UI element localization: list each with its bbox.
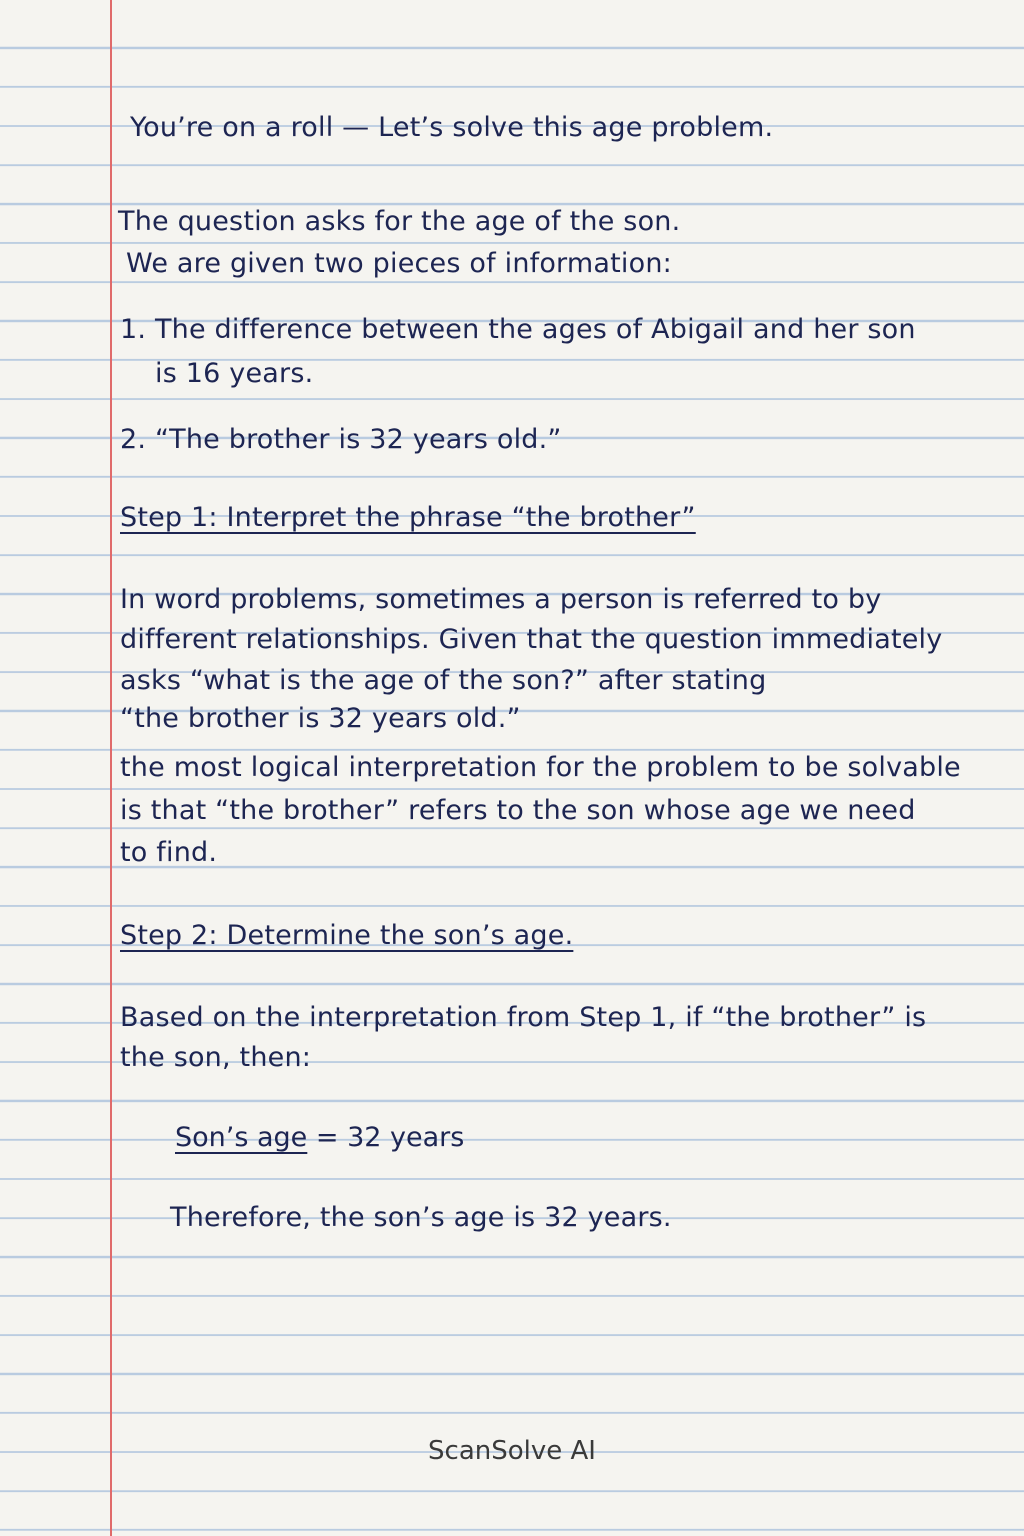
step1-heading: Step 1: Interpret the phrase “the brother” [120, 502, 696, 533]
equation-value: = 32 years [307, 1122, 465, 1153]
step1-p1-line: “the brother is 32 years old.” [120, 703, 521, 734]
step1-p2-line: is that “the brother” refers to the son whose age we need [120, 795, 916, 826]
equation-label: Son’s age [175, 1122, 308, 1153]
step1-p2-line: the most logical interpretation for the problem to be solvable [120, 752, 961, 783]
margin-line [110, 0, 112, 1536]
info-1-line-1: 1. The difference between the ages of Abigail and her son [120, 314, 916, 345]
conclusion: Therefore, the son’s age is 32 years. [170, 1202, 672, 1233]
given-line: We are given two pieces of information: [126, 248, 672, 279]
step2-p-line: Based on the interpretation from Step 1, if “the brother” is [120, 1002, 927, 1033]
step2-p-line: the son, then: [120, 1042, 312, 1073]
step1-p2-line: to find. [120, 837, 218, 868]
intro-line: You’re on a roll — Let’s solve this age problem. [130, 112, 774, 143]
step1-p1-line: asks “what is the age of the son?” after stating [120, 665, 767, 696]
question-line: The question asks for the age of the son. [118, 206, 681, 237]
footer-brand: ScanSolve AI [428, 1436, 596, 1466]
step1-p1-line: In word problems, sometimes a person is referred to by [120, 584, 882, 615]
info-2-line: 2. “The brother is 32 years old.” [120, 424, 562, 455]
equation [175, 1122, 464, 1153]
info-1-line-2: is 16 years. [155, 358, 314, 389]
step1-p1-line: different relationships. Given that the question immediately [120, 624, 943, 655]
step2-heading: Step 2: Determine the son’s age. [120, 920, 574, 951]
